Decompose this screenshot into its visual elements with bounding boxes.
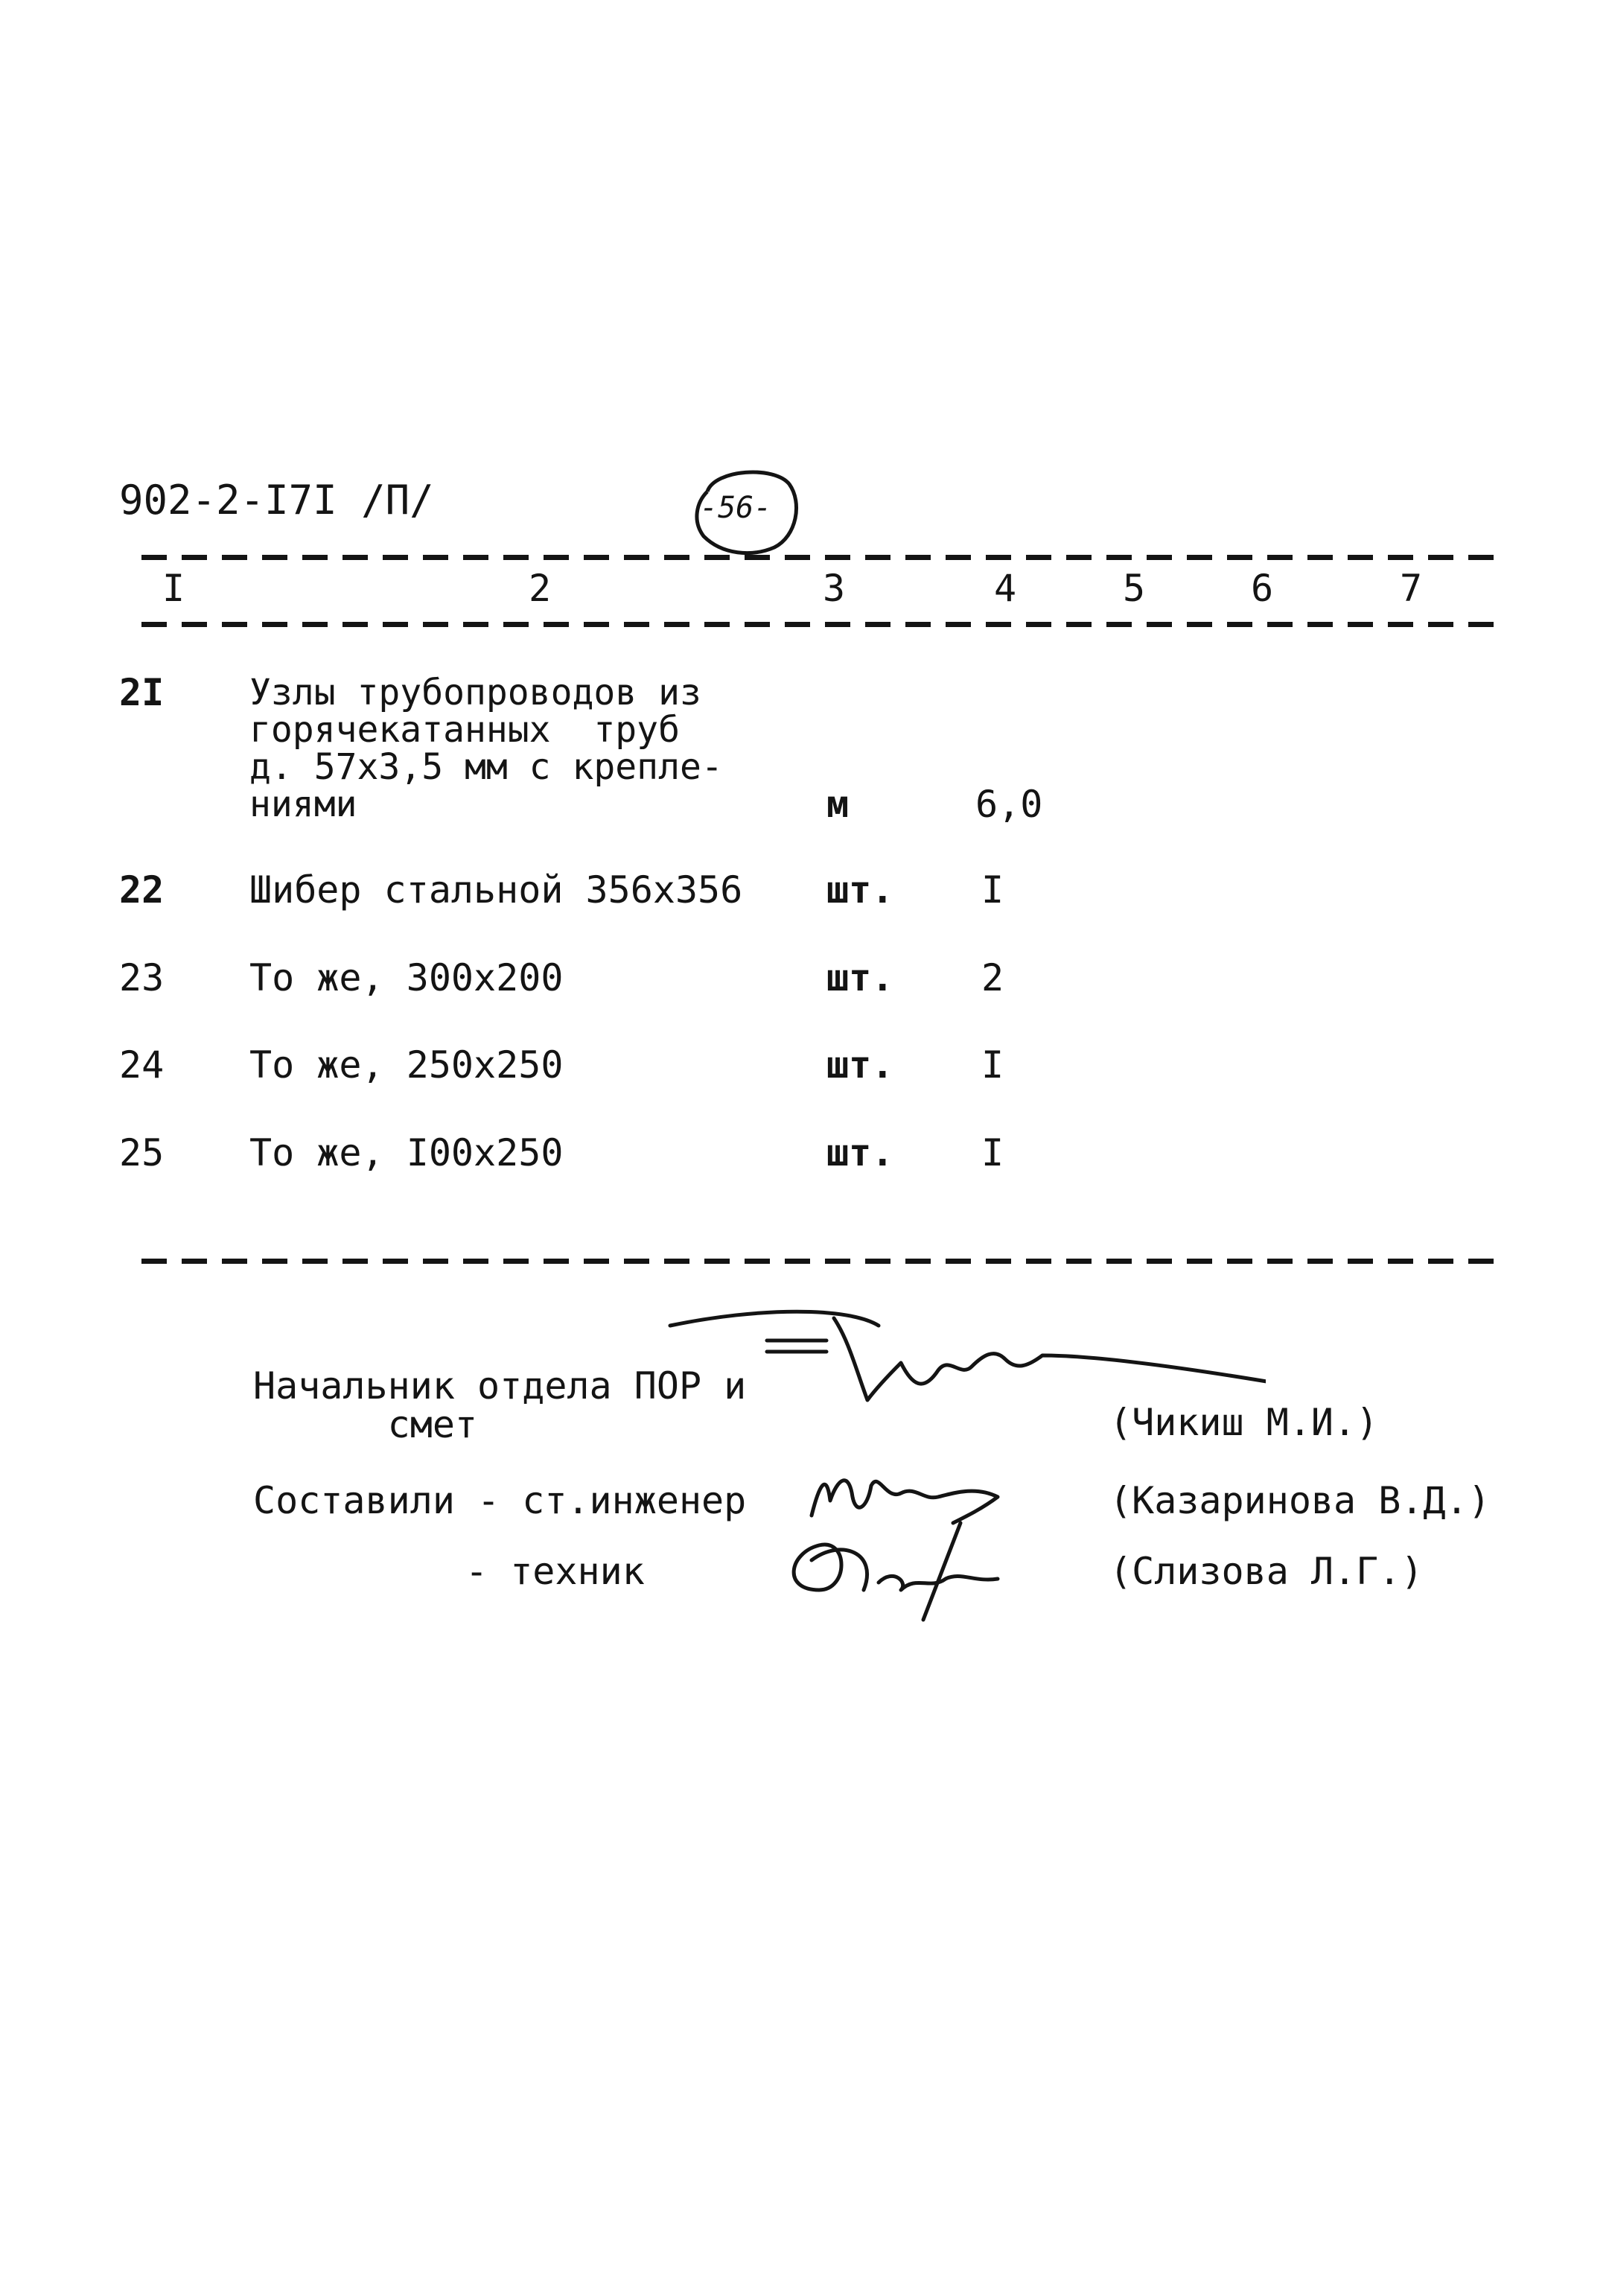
row-unit: шт. xyxy=(826,956,894,999)
row-number: 2I xyxy=(119,671,165,714)
column-header-4: 4 xyxy=(994,567,1017,610)
technician-title: - техник xyxy=(465,1550,645,1593)
column-header-6: 6 xyxy=(1251,567,1274,610)
row-item-name: То же, I00х250 xyxy=(249,1131,564,1174)
head-name: (Чикиш М.И.) xyxy=(1109,1401,1379,1444)
row-item-name: То же, 300х200 xyxy=(249,956,564,999)
column-header-2: 2 xyxy=(529,567,552,610)
row-item-name: Узлы трубопроводов из горячекатанных труб д. 57х3,5 мм с крепле- ниями xyxy=(249,672,723,825)
compilers-title: Составили - ст.инженер xyxy=(253,1479,747,1522)
row-number: 22 xyxy=(119,868,165,912)
document-code: 902-2-I7I /П/ xyxy=(119,477,434,524)
row-quantity: I xyxy=(981,1131,1004,1174)
column-header-5: 5 xyxy=(1123,567,1146,610)
row-unit: м xyxy=(826,783,850,826)
technician-signature xyxy=(774,1508,1027,1627)
row-quantity: 6,0 xyxy=(975,783,1043,826)
row-number: 24 xyxy=(119,1043,165,1087)
column-header-1: I xyxy=(162,567,185,610)
row-number: 23 xyxy=(119,956,165,999)
row-item-name: То же, 250х250 xyxy=(249,1043,564,1087)
technician-name: (Слизова Л.Г.) xyxy=(1109,1550,1424,1593)
column-header-7: 7 xyxy=(1400,567,1423,610)
row-unit: шт. xyxy=(826,1131,894,1174)
table-bottom-divider xyxy=(141,1259,1504,1264)
head-of-department-title: Начальник отдела ПОР и смет xyxy=(253,1364,747,1446)
table-top-divider xyxy=(141,555,1504,560)
table-header-divider xyxy=(141,622,1504,627)
row-unit: шт. xyxy=(826,868,894,912)
row-quantity: I xyxy=(981,1043,1004,1087)
head-signature xyxy=(655,1296,1266,1415)
row-number: 25 xyxy=(119,1131,165,1174)
row-quantity: 2 xyxy=(981,956,1004,999)
engineer-name: (Казаринова В.Д.) xyxy=(1109,1479,1491,1522)
page-number-stamp xyxy=(685,462,804,559)
page-stamp-text: -56- xyxy=(700,491,772,525)
row-quantity: I xyxy=(981,868,1004,912)
row-unit: шт. xyxy=(826,1043,894,1087)
column-header-3: 3 xyxy=(823,567,846,610)
row-item-name: Шибер стальной 356х356 xyxy=(249,868,743,912)
